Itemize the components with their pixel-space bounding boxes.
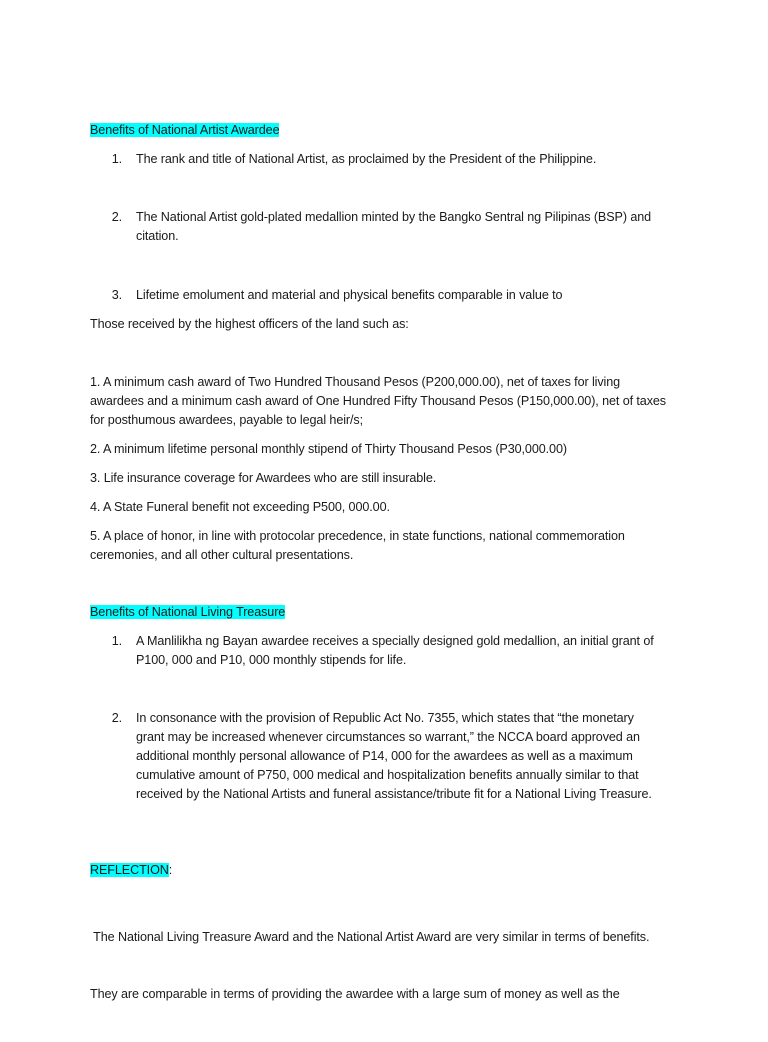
list-item-text [136,286,562,305]
heading-colon: : [168,863,173,877]
line: additional monthly personal allowance of P14, 000 for the awardees as well as a maximum [136,749,633,763]
line: ceremonies, and all other cultural presentations. [90,548,354,562]
heading-text: Benefits of National Artist Awardee [90,123,280,137]
benefit-paragraph [90,373,666,430]
section-heading-national-artist [90,121,279,140]
line: 5. A place of honor, in line with protocolar precedence, in state functions, national commemoration [90,529,625,543]
list-item-text [136,709,652,804]
line: cumulative amount of P750, 000 medical and hospitalization benefits annually similar to that [136,768,639,782]
line: 3. Life insurance coverage for Awardees who are still insurable. [90,471,437,485]
heading-text: Benefits of National Living Treasure [90,605,286,619]
list-item-text [136,632,654,670]
line: citation. [136,229,179,243]
list-number: 2. [111,711,122,725]
line: They are comparable in terms of providing the awardee with a large sum of money as well as the [90,987,620,1001]
benefit-paragraph [90,469,436,488]
benefit-paragraph [90,498,390,517]
section-heading-living-treasure [90,603,285,622]
line: The National Artist gold-plated medallion minted by the Bangko Sentral ng Pilipinas (BSP) and [136,210,652,224]
line: P100, 000 and P10, 000 monthly stipends for life. [136,653,407,667]
benefit-paragraph [90,440,567,459]
heading-text: REFLECTION [90,863,169,877]
line: Lifetime emolument and material and physical benefits comparable in value to [136,288,563,302]
list-number: 3. [111,288,122,302]
line: for posthumous awardees, payable to legal heir/s; [90,413,364,427]
line: grant may be increased whenever circumstances so warrant,” the NCCA board approved an [136,730,640,744]
reflection-paragraph [90,890,649,1042]
line: The rank and title of National Artist, as proclaimed by the President of the Philippine. [136,152,597,166]
line: awardees and a minimum cash award of One Hundred Fifty Thousand Pesos (P150,000.00), net of taxes [90,394,667,408]
line: A Manlilikha ng Bayan awardee receives a specially designed gold medallion, an initial grant of [136,634,654,648]
line: 4. A State Funeral benefit not exceeding P500, 000.00. [90,500,390,514]
line: 1. A minimum cash award of Two Hundred Thousand Pesos (P200,000.00), net of taxes for living [90,375,621,389]
list-item-text [136,208,651,246]
line: received by the National Artists and funeral assistance/tribute fit for a National Living Treasure. [136,787,652,801]
benefit-paragraph [90,527,625,565]
list-number: 1. [111,634,122,648]
list-number: 2. [111,210,122,224]
line: The National Living Treasure Award and the National Artist Award are very similar in terms of benefits. [90,930,650,944]
line: 2. A minimum lifetime personal monthly stipend of Thirty Thousand Pesos (P30,000.00) [90,442,567,456]
reflection-heading [90,861,172,880]
list-item-text [136,150,596,169]
continuation-paragraph: Those received by the highest officers of the land such as: [90,317,409,331]
list-number: 1. [111,152,122,166]
line: In consonance with the provision of Republic Act No. 7355, which states that “the monetary [136,711,634,725]
